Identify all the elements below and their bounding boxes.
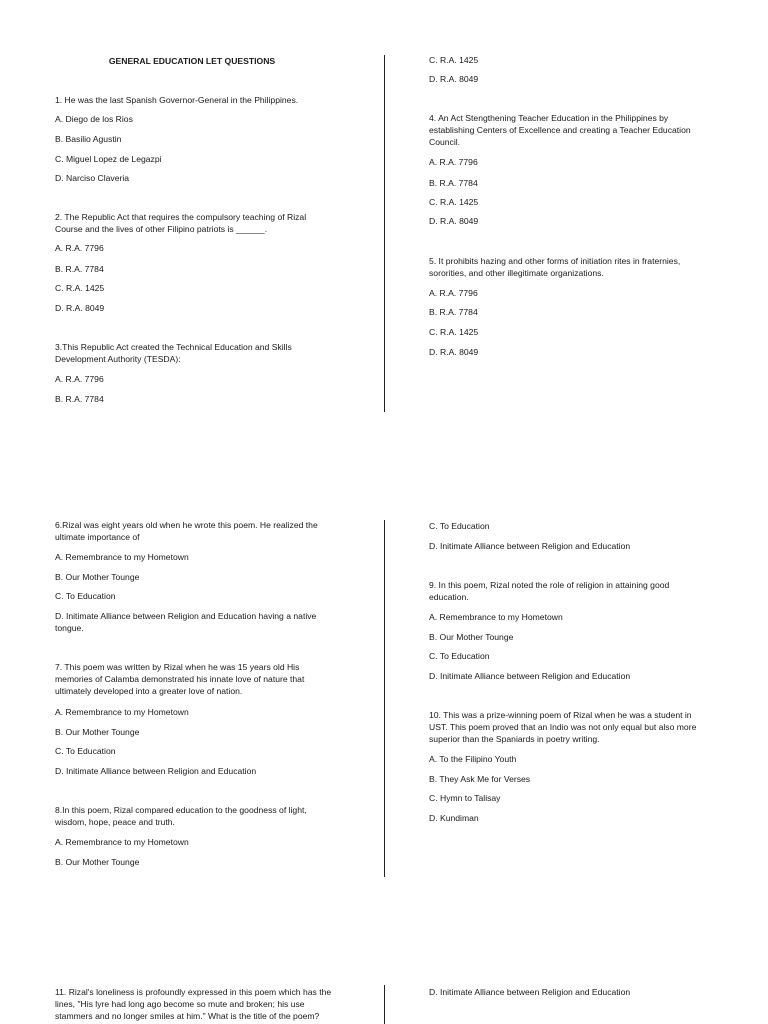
question-7: 7. This poem was written by Rizal when he was 15 years old His memories of Calamba demonstrated his innate love of nature that ultimately developed into a greater love of nation. — [55, 662, 305, 696]
question-3: 3.This Republic Act created the Technical Education and Skills Development Authority (TESDA): — [55, 342, 292, 364]
option: C. Miguel Lopez de Legazpi — [55, 154, 162, 164]
question-10: 10. This was a prize-winning poem of Rizal when he was a student in UST. This poem proved that an Indio was not only equal but also more superior than the Spaniards in poetry writing. — [429, 710, 697, 744]
option: B. They Ask Me for Verses — [429, 774, 531, 784]
option: A. Remembrance to my Hometown — [55, 837, 189, 847]
option: C. To Education — [55, 746, 116, 756]
option: A. Remembrance to my Hometown — [55, 552, 189, 562]
option: D. R.A. 8049 — [429, 347, 479, 357]
option: C. Hymn to Talisay — [429, 793, 501, 803]
question-11: 11. Rizal's loneliness is profoundly expressed in this poem which has the lines, "His lyre had long ago become so mute and broken; his use stammers and no longer smiles at him." What is the title of the poem? — [55, 987, 332, 1021]
option: D. Initimate Alliance between Religion and Education — [429, 671, 631, 681]
option: C. R.A. 1425 — [429, 327, 479, 337]
option: A. Remembrance to my Hometown — [55, 707, 189, 717]
option: D. R.A. 8049 — [55, 303, 105, 313]
option: B. Basilio Agustin — [55, 134, 122, 144]
option: D. R.A. 8049 — [429, 216, 479, 226]
option: D. Kundiman — [429, 813, 479, 823]
option: B. R.A. 7784 — [55, 264, 104, 274]
option: D. Initimate Alliance between Religion and Education — [429, 541, 631, 551]
option: A. Diego de los Rios — [55, 114, 133, 124]
option: B. Our Mother Tounge — [55, 727, 140, 737]
question-5: 5. It prohibits hazing and other forms of initiation rites in fraternies, sororities, and other illegitimate organizations. — [429, 256, 681, 278]
question-2: 2. The Republic Act that requires the compulsory teaching of Rizal Course and the lives of other Filipino patriots is ______. — [55, 212, 307, 234]
option: A. R.A. 7796 — [429, 157, 478, 167]
question-6: 6.Rizal was eight years old when he wrote this poem. He realized the ultimate importance of — [55, 520, 318, 542]
option: C. R.A. 1425 — [429, 197, 479, 207]
option: B. R.A. 7784 — [429, 307, 478, 317]
option: D. Narciso Claveria — [55, 173, 130, 183]
question-4: 4. An Act Stengthening Teacher Education in the Philippines by establishing Centers of Excellence and creating a Teacher Education Council. — [429, 113, 691, 147]
option: C. To Education — [429, 651, 490, 661]
option: B. Our Mother Tounge — [429, 632, 514, 642]
document-title: GENERAL EDUCATION LET QUESTIONS — [108, 56, 276, 66]
option: B. R.A. 7784 — [429, 178, 478, 188]
option: D. Initimate Alliance between Religion and Education — [429, 987, 631, 997]
question-8: 8.In this poem, Rizal compared education to the goodness of light, wisdom, hope, peace and truth. — [55, 805, 307, 827]
option: B. R.A. 7784 — [55, 394, 104, 404]
question-1: 1. He was the last Spanish Governor-General in the Philippines. — [55, 95, 299, 105]
option: C. R.A. 1425 — [429, 55, 479, 65]
column-divider — [384, 520, 385, 877]
option: D. Initimate Alliance between Religion and Education — [55, 766, 257, 776]
option: C. R.A. 1425 — [55, 283, 105, 293]
option: B. Our Mother Tounge — [55, 572, 140, 582]
option: A. R.A. 7796 — [55, 374, 104, 384]
option: A. R.A. 7796 — [55, 243, 104, 253]
option: D. Initimate Alliance between Religion and Education having a native tongue. — [55, 611, 317, 633]
option: D. R.A. 8049 — [429, 74, 479, 84]
column-divider — [384, 985, 385, 1024]
option: C. To Education — [429, 521, 490, 531]
option: A. Remembrance to my Hometown — [429, 612, 563, 622]
option: A. To the Filipino Youth — [429, 754, 517, 764]
question-9: 9. In this poem, Rizal noted the role of religion in attaining good education. — [429, 580, 670, 602]
option: A. R.A. 7796 — [429, 288, 478, 298]
option: C. To Education — [55, 591, 116, 601]
option: B. Our Mother Tounge — [55, 857, 140, 867]
column-divider — [384, 55, 385, 412]
